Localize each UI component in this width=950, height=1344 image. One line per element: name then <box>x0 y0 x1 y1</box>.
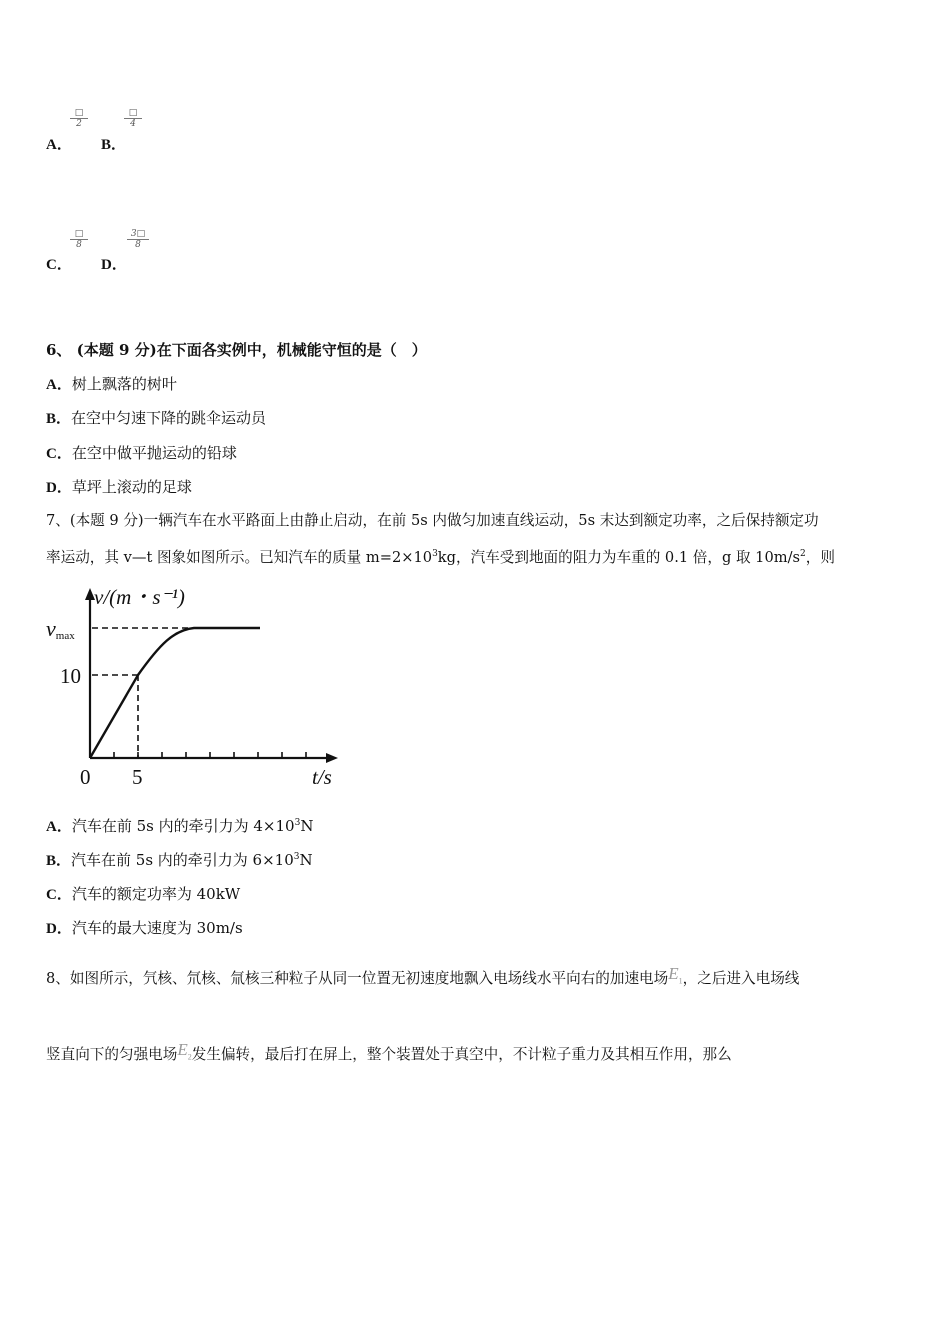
q8-stem-text: 8、如图所示，氕核、氘核、氚核三种粒子从同一位置无初速度地飘入电场线水平向右的加速电场 <box>46 970 669 987</box>
q6-option-d <box>46 477 192 498</box>
option-letter: B． <box>101 137 127 153</box>
q6-stem: 6、 (本题 9 分)在下面各实例中，机械能守恒的是（ ） <box>46 341 427 359</box>
x-axis-arrow-icon <box>326 753 338 763</box>
q7-stem-text: ，则 <box>805 549 835 566</box>
x-axis-label: t/s <box>312 765 332 789</box>
option-text: 汽车的最大速度为 30m/s <box>71 919 243 937</box>
option-text: 汽车在前 5s 内的牵引力为 6×10 <box>71 851 294 869</box>
option-text: 汽车在前 5s 内的牵引力为 4×10 <box>71 817 295 835</box>
option-letter: D． <box>46 921 72 937</box>
option-text: 在空中做平抛运动的铅球 <box>71 444 237 462</box>
q6-option-a <box>46 374 177 395</box>
fraction-denominator: 8 <box>76 240 82 250</box>
q7-stem-text: kg，汽车受到地面的阻力为车重的 0.1 倍，g 取 10m/s <box>437 549 800 566</box>
symbol-subscript: 2 <box>187 1052 192 1062</box>
fraction-denominator: 4 <box>130 119 136 129</box>
superscript: 3 <box>432 549 438 560</box>
q5-option-b-fraction <box>124 108 142 129</box>
fraction-numerator: □ <box>124 108 142 119</box>
q5-option-c <box>46 254 72 275</box>
vmax-label <box>46 616 75 642</box>
vmax-subscript: max <box>55 630 75 642</box>
q6-option-b <box>46 408 266 429</box>
option-letter: D． <box>46 480 72 496</box>
vmax-symbol: v <box>46 616 56 641</box>
fraction-numerator: □ <box>70 229 88 240</box>
q5-option-a-fraction <box>70 108 88 129</box>
option-text: 草坪上滚动的足球 <box>71 478 192 496</box>
q8-stem-line1 <box>46 964 799 991</box>
y-tick-label-10: 10 <box>60 664 81 688</box>
e1-symbol <box>668 964 683 986</box>
option-letter: C． <box>46 257 72 273</box>
option-letter: B． <box>46 411 72 427</box>
superscript: 3 <box>293 852 300 862</box>
option-letter: A． <box>46 137 72 153</box>
y-axis-label: v/(m・s⁻¹) <box>94 585 185 609</box>
q7-stem-line1: 7、(本题 9 分)一辆汽车在水平路面上由静止启动，在前 5s 内做匀加速直线运动，5s 末达到额定功率，之后保持额定功 <box>46 512 819 529</box>
option-letter: B． <box>46 853 72 869</box>
q5-option-a <box>46 134 72 155</box>
q7-option-b <box>46 850 313 871</box>
q5-option-c-fraction <box>70 229 88 250</box>
symbol-letter: E <box>668 964 679 983</box>
q8-stem-text: ，之后进入电场线 <box>682 970 800 987</box>
option-text: 汽车的额定功率为 40kW <box>71 885 241 903</box>
option-letter: C． <box>46 887 72 903</box>
option-text: 树上飘落的树叶 <box>71 375 177 393</box>
superscript: 2 <box>800 549 806 560</box>
superscript: 3 <box>294 818 301 828</box>
q5-option-d-fraction <box>127 229 149 250</box>
q7-option-a <box>46 816 313 837</box>
q5-option-d <box>101 254 127 275</box>
origin-label: 0 <box>80 765 91 789</box>
q5-option-b <box>101 134 126 155</box>
option-text: 在空中匀速下降的跳伞运动员 <box>71 409 267 427</box>
fraction-denominator: 2 <box>76 119 82 129</box>
fraction-denominator: 8 <box>135 240 141 250</box>
q8-stem-text: 发生偏转，最后打在屏上，整个装置处于真空中，不计粒子重力及其相互作用，那么 <box>191 1046 732 1063</box>
option-text-unit: N <box>299 851 313 869</box>
x-tick-label-5: 5 <box>132 765 143 789</box>
option-letter: C． <box>46 446 72 462</box>
q7-vt-graph <box>42 582 348 792</box>
velocity-curve <box>90 628 260 758</box>
symbol-letter: E <box>177 1040 188 1059</box>
q7-option-c <box>46 884 240 905</box>
option-text-unit: N <box>300 817 314 835</box>
option-letter: D． <box>101 257 127 273</box>
q7-stem-text: 率运动，其 v—t 图象如图所示。已知汽车的质量 m=2×10 <box>46 549 433 566</box>
q8-stem-text: 竖直向下的匀强电场 <box>46 1046 178 1063</box>
fraction-numerator: □ <box>70 108 88 119</box>
e2-symbol <box>177 1040 192 1062</box>
symbol-subscript: 1 <box>678 976 683 986</box>
q7-stem-line2 <box>46 548 835 568</box>
option-letter: A． <box>46 377 72 393</box>
option-letter: A． <box>46 819 72 835</box>
q7-option-d <box>46 918 243 939</box>
q6-option-c <box>46 443 237 464</box>
q8-stem-line2 <box>46 1040 732 1067</box>
fraction-numerator: 3□ <box>127 229 149 240</box>
